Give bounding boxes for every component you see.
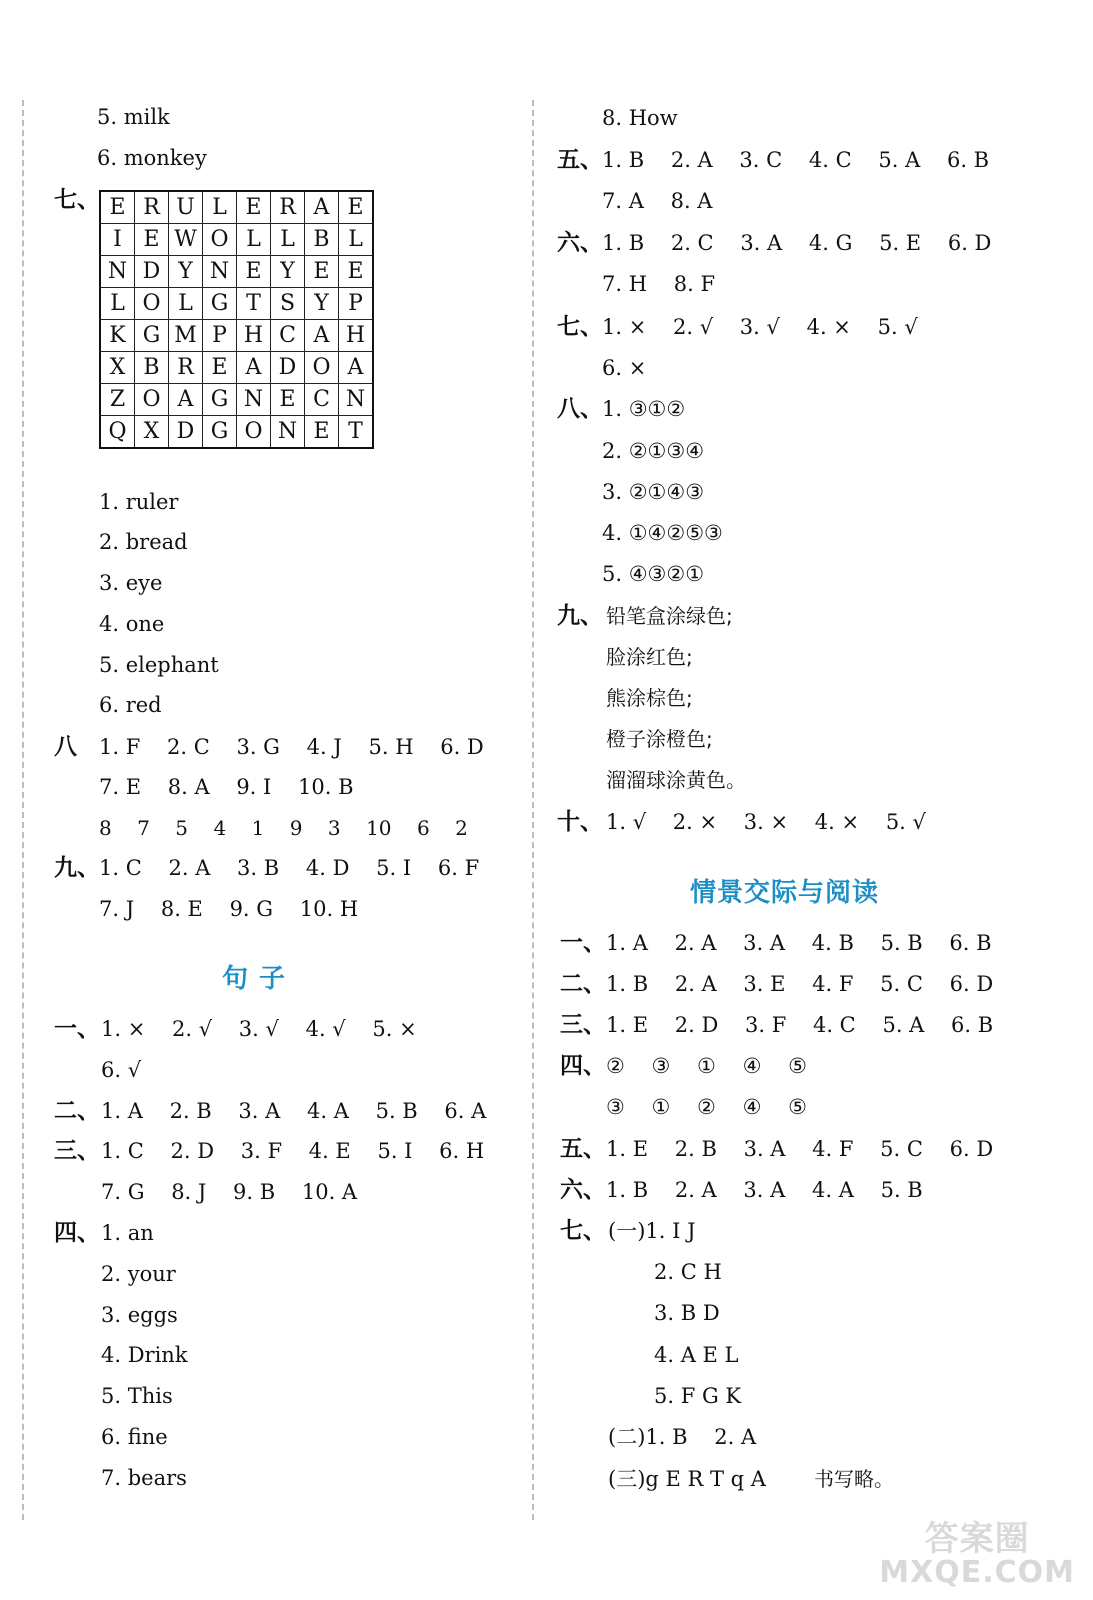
grid-cell: K: [100, 320, 135, 352]
section-label-4: 四、: [560, 1053, 606, 1079]
grid-cell: E: [271, 384, 305, 416]
section-title-reading: 情景交际与阅读: [690, 878, 880, 908]
grid-cell: I: [100, 224, 135, 256]
grid-cell: H: [339, 320, 374, 352]
answer-line: 1. C 2. A 3. B 4. D 5. I 6. F: [99, 856, 480, 880]
word-answer: 4. one: [99, 612, 165, 636]
answer-line: 5. milk: [97, 105, 170, 129]
grid-cell: Z: [100, 384, 135, 416]
section-label-10: 十、: [557, 809, 603, 835]
grid-cell: L: [271, 224, 305, 256]
grid-cell: R: [271, 191, 305, 224]
section-label-8: 八、: [557, 396, 603, 422]
grid-cell: W: [169, 224, 203, 256]
grid-cell: O: [237, 416, 271, 449]
grid-cell: Y: [305, 288, 339, 320]
grid-cell: X: [100, 352, 135, 384]
grid-cell: N: [339, 384, 374, 416]
answer-line: 1. B 2. A 3. C 4. C 5. A 6. B: [602, 148, 990, 172]
grid-cell: E: [203, 352, 237, 384]
grid-cell: G: [203, 288, 237, 320]
grid-row: [100, 384, 373, 416]
section-label-3: 三、: [560, 1012, 606, 1038]
grid-cell: B: [305, 224, 339, 256]
grid-cell: A: [169, 384, 203, 416]
order-answer: 4. ①④②⑤③: [602, 521, 723, 545]
grid-cell: H: [237, 320, 271, 352]
grid-cell: N: [100, 256, 135, 288]
section-label-9: 九、: [54, 855, 100, 881]
grid-cell: N: [237, 384, 271, 416]
grid-row: [100, 352, 373, 384]
word-answer: 5. elephant: [99, 653, 219, 677]
answer-line: 3. B D: [654, 1301, 720, 1325]
section-label-5: 五、: [560, 1136, 606, 1162]
answer-line: 1. C 2. D 3. F 4. E 5. I 6. H: [101, 1139, 485, 1163]
word-answer: 6. red: [99, 693, 162, 717]
order-answer: 2. ②①③④: [602, 439, 705, 463]
grid-cell: Q: [100, 416, 135, 449]
order-line: 8 7 5 4 1 9 3 10 6 2: [99, 816, 468, 840]
grid-cell: L: [203, 191, 237, 224]
section-label-1: 一、: [560, 930, 606, 956]
coloring-answer: 脸涂红色;: [606, 645, 693, 669]
grid-cell: S: [271, 288, 305, 320]
grid-cell: O: [135, 384, 169, 416]
grid-cell: R: [135, 191, 169, 224]
grid-cell: O: [305, 352, 339, 384]
answer-line: 1. A 2. A 3. A 4. B 5. B 6. B: [606, 931, 992, 955]
answer-line: 1. × 2. √ 3. √ 4. × 5. √: [602, 315, 918, 339]
grid-cell: A: [237, 352, 271, 384]
grid-cell: E: [339, 256, 374, 288]
grid-cell: G: [203, 416, 237, 449]
answer-line: 1. E 2. B 3. A 4. F 5. C 6. D: [606, 1137, 994, 1161]
grid-cell: Y: [169, 256, 203, 288]
grid-cell: E: [305, 416, 339, 449]
fill-answer: 6. fine: [101, 1425, 168, 1449]
grid-cell: E: [237, 191, 271, 224]
answer-line: ③ ① ② ④ ⑤: [606, 1095, 807, 1119]
answer-line: 7. G 8. J 9. B 10. A: [101, 1180, 358, 1204]
grid-cell: E: [305, 256, 339, 288]
answer-line: 7. A 8. A: [602, 189, 713, 213]
grid-cell: N: [203, 256, 237, 288]
answer-line: 6. ×: [602, 356, 647, 380]
section-label-6: 六、: [560, 1177, 606, 1203]
grid-cell: L: [100, 288, 135, 320]
grid-cell: D: [169, 416, 203, 449]
section-label-2: 二、: [560, 971, 606, 997]
fill-answer: 1. an: [101, 1221, 154, 1245]
answer-line: 1. F 2. C 3. G 4. J 5. H 6. D: [99, 735, 484, 759]
section-label-3: 三、: [54, 1138, 100, 1164]
grid-row: [100, 224, 373, 256]
coloring-answer: 溜溜球涂黄色。: [606, 768, 746, 792]
grid-row: [100, 191, 373, 224]
section-label-5: 五、: [557, 147, 603, 173]
grid-cell: M: [169, 320, 203, 352]
answer-line: 6. √: [101, 1058, 142, 1082]
grid-cell: P: [339, 288, 374, 320]
fill-answer: 5. This: [101, 1384, 173, 1408]
answer-line: 1. B 2. A 3. E 4. F 5. C 6. D: [606, 972, 994, 996]
grid-cell: U: [169, 191, 203, 224]
answer-line: 1. A 2. B 3. A 4. A 5. B 6. A: [101, 1099, 487, 1123]
writing-note: 书写略。: [814, 1467, 894, 1491]
section-label-8: 八: [54, 734, 77, 760]
order-answer: 3. ②①④③: [602, 480, 705, 504]
grid-row: [100, 256, 373, 288]
answer-line: 7. H 8. F: [602, 272, 716, 296]
grid-cell: E: [100, 191, 135, 224]
grid-cell: C: [305, 384, 339, 416]
answer-line: 1. √ 2. × 3. × 4. × 5. √: [606, 810, 926, 834]
grid-cell: E: [135, 224, 169, 256]
grid-cell: G: [135, 320, 169, 352]
center-divider: [532, 100, 534, 1520]
answer-line: 1. B 2. C 3. A 4. G 5. E 6. D: [602, 231, 992, 255]
coloring-answer: 熊涂棕色;: [606, 686, 693, 710]
word-answer: 1. ruler: [99, 490, 179, 514]
grid-cell: B: [135, 352, 169, 384]
grid-cell: L: [169, 288, 203, 320]
section-label-9: 九、: [557, 603, 603, 629]
grid-row: [100, 288, 373, 320]
word-search-grid: [99, 190, 374, 449]
section-label-7: 七、: [557, 314, 603, 340]
answer-line: 7. J 8. E 9. G 10. H: [99, 897, 359, 921]
left-margin-line: [22, 100, 24, 1520]
order-answer: 5. ④③②①: [602, 562, 705, 586]
answer-line: (二)1. B 2. A: [608, 1425, 757, 1449]
word-answer: 2. bread: [99, 530, 188, 554]
coloring-answer: 橙子涂橙色;: [606, 727, 713, 751]
grid-cell: N: [271, 416, 305, 449]
answer-line: 4. A E L: [654, 1343, 739, 1367]
answer-line: 7. E 8. A 9. I 10. B: [99, 775, 354, 799]
section-label-2: 二、: [54, 1098, 100, 1124]
grid-cell: O: [203, 224, 237, 256]
grid-cell: P: [203, 320, 237, 352]
answer-line: (三)g E R T q A: [608, 1467, 766, 1491]
section-title-sentences: 句 子: [222, 964, 287, 994]
grid-cell: L: [339, 224, 374, 256]
answer-line: 2. C H: [654, 1260, 722, 1284]
section-label-6: 六、: [557, 230, 603, 256]
grid-cell: Y: [271, 256, 305, 288]
fill-answer: 3. eggs: [101, 1303, 178, 1327]
section-label-4: 四、: [54, 1220, 100, 1246]
grid-cell: E: [339, 191, 374, 224]
grid-cell: T: [339, 416, 374, 449]
grid-cell: D: [135, 256, 169, 288]
answer-line: ② ③ ① ④ ⑤: [606, 1054, 807, 1078]
section-label-7: 七、: [54, 187, 100, 213]
fill-answer: 4. Drink: [101, 1343, 188, 1367]
answer-line: 5. F G K: [654, 1384, 742, 1408]
grid-cell: G: [203, 384, 237, 416]
word-answer: 3. eye: [99, 571, 163, 595]
grid-cell: A: [339, 352, 374, 384]
grid-cell: T: [237, 288, 271, 320]
answer-line: 6. monkey: [97, 146, 207, 170]
answer-line: 1. B 2. A 3. A 4. A 5. B: [606, 1178, 923, 1202]
watermark-url: MXQE.COM: [879, 1555, 1075, 1590]
section-label-7: 七、: [560, 1218, 606, 1244]
grid-cell: A: [305, 191, 339, 224]
answer-line: 1. × 2. √ 3. √ 4. √ 5. ×: [101, 1017, 417, 1041]
section-label-1: 一、: [54, 1016, 100, 1042]
grid-cell: L: [237, 224, 271, 256]
grid-cell: A: [305, 320, 339, 352]
grid-cell: E: [237, 256, 271, 288]
grid-cell: O: [135, 288, 169, 320]
answer-line: (一)1. I J: [608, 1219, 696, 1243]
grid-cell: X: [135, 416, 169, 449]
answer-line: 8. How: [602, 106, 678, 130]
grid-cell: D: [271, 352, 305, 384]
order-answer: 1. ③①②: [602, 397, 686, 421]
grid-cell: R: [169, 352, 203, 384]
grid-row: [100, 416, 373, 449]
fill-answer: 2. your: [101, 1262, 176, 1286]
watermark-text: 答案圈: [924, 1519, 1030, 1559]
coloring-answer: 铅笔盒涂绿色;: [606, 604, 733, 628]
grid-cell: C: [271, 320, 305, 352]
grid-row: [100, 320, 373, 352]
fill-answer: 7. bears: [101, 1466, 187, 1490]
answer-line: 1. E 2. D 3. F 4. C 5. A 6. B: [606, 1013, 994, 1037]
watermark-logo: [879, 1519, 1075, 1590]
